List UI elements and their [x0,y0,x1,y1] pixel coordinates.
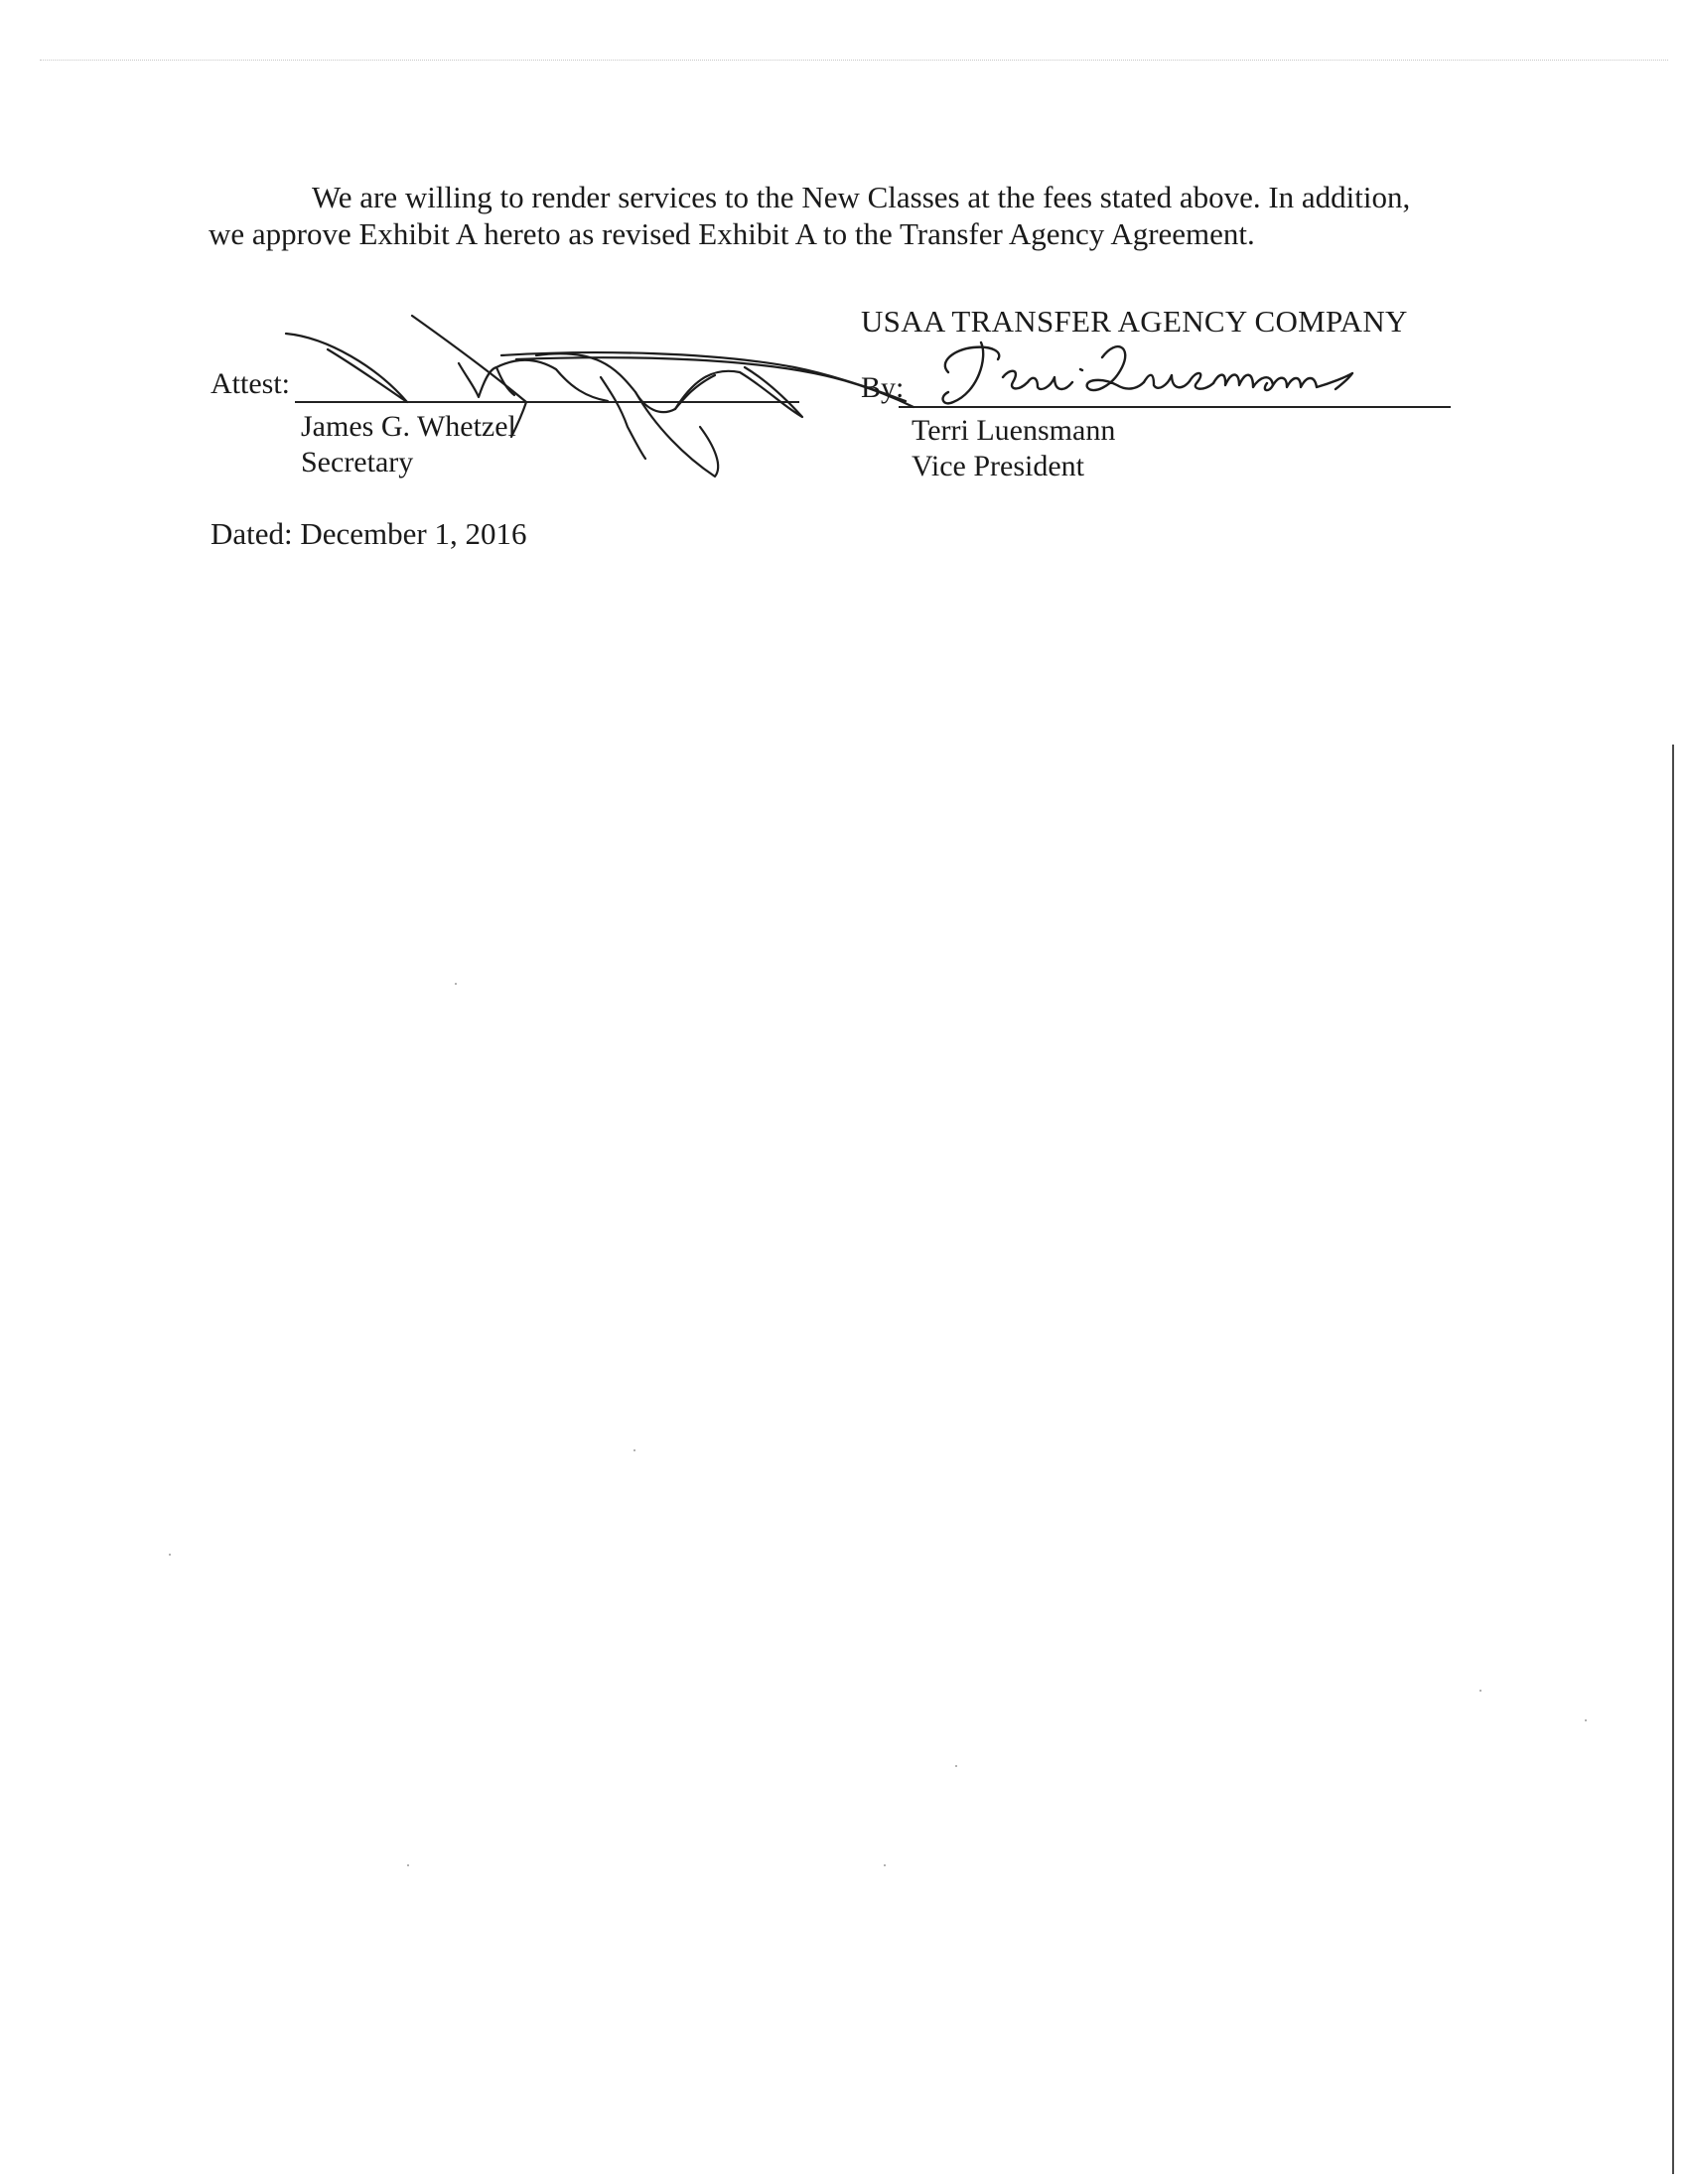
scan-speck [955,1765,957,1767]
scan-artifact-top-border [40,60,1668,61]
dated-line: Dated: December 1, 2016 [211,516,527,551]
scan-speck [407,1864,409,1866]
attest-name: James G. Whetzel [301,410,516,443]
company-handwritten-signature [943,342,1352,403]
company-name: USAA TRANSFER AGENCY COMPANY [861,304,1408,339]
by-label: By: [861,371,905,404]
scan-speck [169,1554,171,1556]
scan-artifact-right-border [1672,745,1674,2174]
body-paragraph-line-1: We are willing to render services to the New Classes at the fees stated above. In addition, [312,180,1411,214]
attest-title: Secretary [301,446,414,478]
signer-title: Vice President [912,450,1084,482]
attest-label: Attest: [211,367,290,400]
scan-speck [1479,1690,1481,1692]
attest-signature-line [295,401,799,403]
scan-speck [1585,1719,1587,1721]
signer-name: Terri Luensmann [912,414,1116,447]
scan-speck [884,1864,886,1866]
body-paragraph [209,179,1499,252]
scan-speck [633,1449,635,1451]
body-paragraph-line-2: we approve Exhibit A hereto as revised Exhibit A to the Transfer Agency Agreement. [209,216,1255,251]
scan-speck [455,983,457,985]
by-signature-line [899,406,1451,408]
